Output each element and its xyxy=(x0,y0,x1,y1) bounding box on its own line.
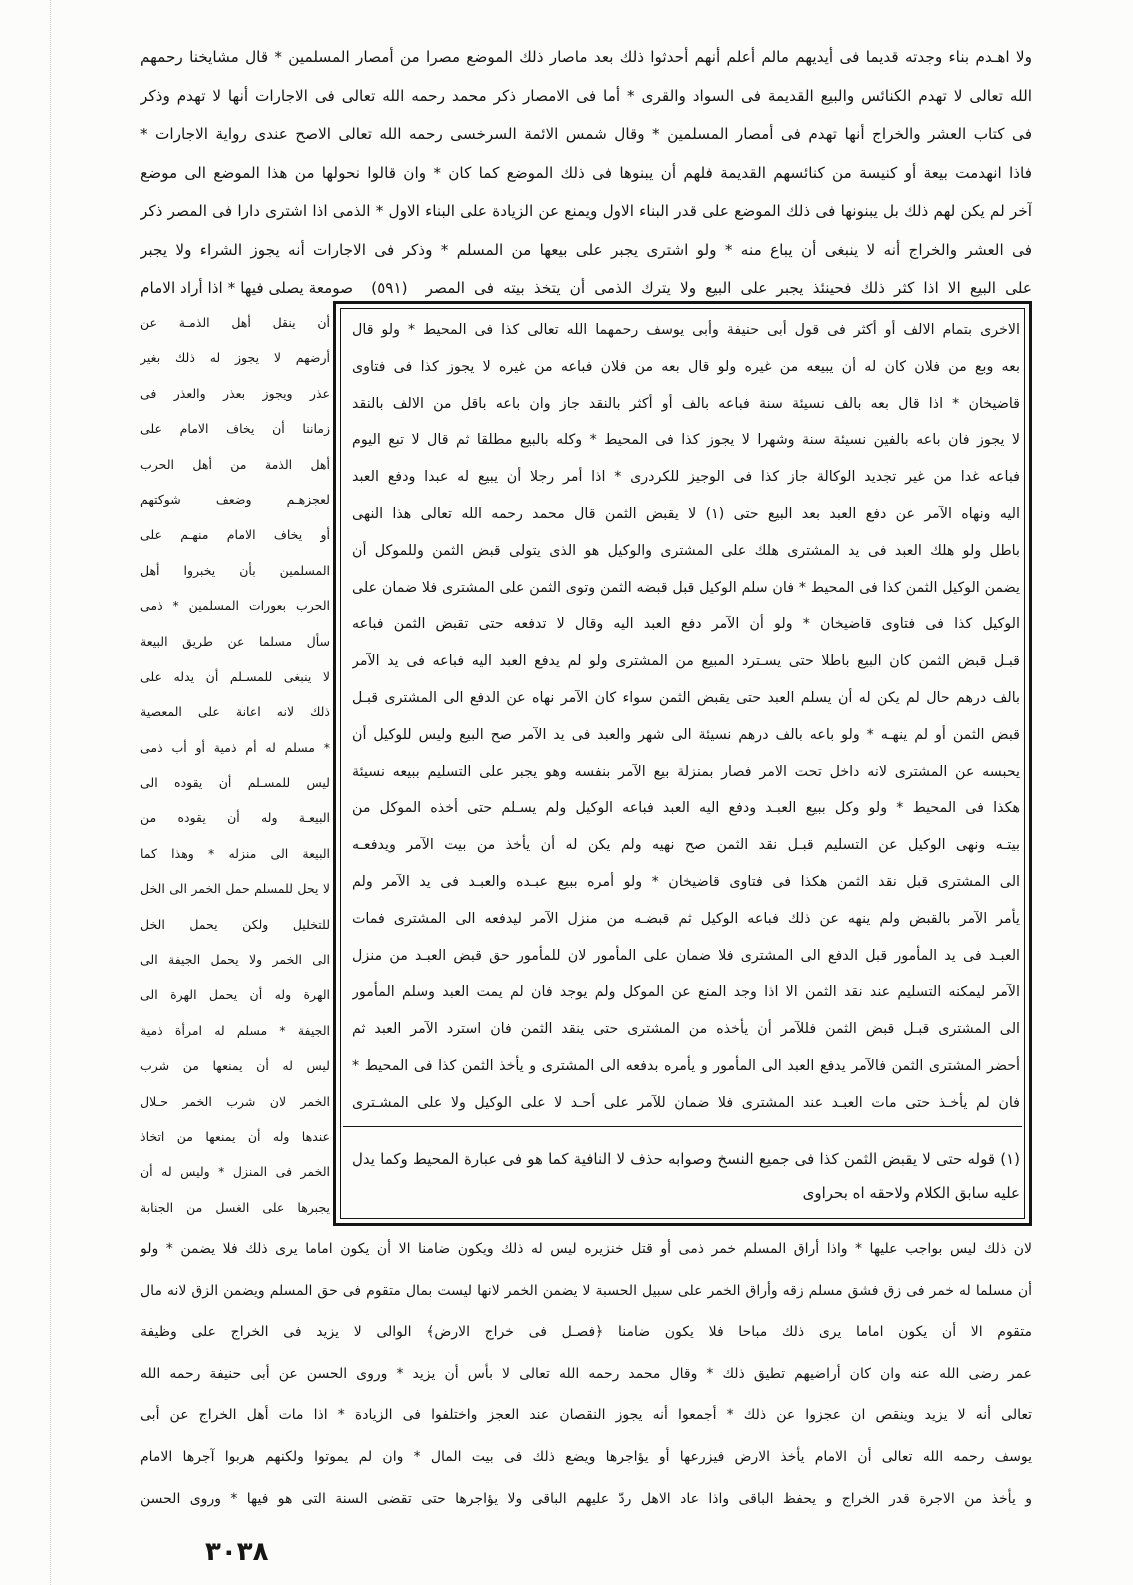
top-text-line: آخر لم يكن لهم ذلك بل يبنونها فى ذلك الموضع على قدر البناء الاول ويمنع عن الزيادة على البناء الاول * الذمى اذا اشترى دارا فى المصر ذكر xyxy=(140,202,1032,220)
side-column-line: ليس للمسـلم أن يقوده الى xyxy=(140,775,330,791)
side-column-line: المسلمين بأن يخبروا أهل xyxy=(140,562,330,578)
side-column-line: ذلك لانه اعانة على المعصية xyxy=(140,704,330,720)
side-column-line: لا ينبغى للمسـلم أن يدله على xyxy=(140,668,330,684)
side-column xyxy=(140,305,330,1225)
side-column-line: ليس له أن يمنعها من شرب xyxy=(140,1058,330,1074)
side-column-line: البيعة الى منزله * وهذا كما xyxy=(140,845,330,861)
side-column-line: الجيفة * مسلم له امرأة ذمية xyxy=(140,1022,330,1038)
box-text-line: أحضر المشترى الثمن فالآمر يدفع العبد الى المأمور و يأمره بدفعه الى المشترى و يأخذ الثمن كذا فى المحيط * xyxy=(352,1057,1020,1074)
box-text-line: بعه وبع من فلان كان له أن يبيعه من غيره ولو قال بعه من فلان فباعه من غيره لا يجوز كذا فى فتاوى xyxy=(352,358,1020,375)
scan-margin-line xyxy=(50,0,51,1585)
top-text-line: الله تعالى لا تهدم الكنائس والبيع القديمة فى السواد والقرى * أما فى الامصار ذكر محمد رحمه الله تعالى فى الاجارات أنها لا تهدم وذكر xyxy=(140,86,1032,105)
box-text-line: قبـل قبض الثمن كان البيع باطلا حتى يسـترد المبيع من المشترى ولو لم يدفع العبد اليه فباعه فى يد الآمر xyxy=(352,653,1020,670)
side-column-line: الى الخمر ولا يحمل الجيفة الى xyxy=(140,952,330,968)
top-text-line: فى العشر والخراج أنه لا ينبغى أن يباع منه * ولو اشترى يجبر على بيعها من المسلم * وذكر فى الاجارات أنه يجوز الشراء ولا يجبر xyxy=(140,240,1032,259)
side-column-line: عذر ويجوز بعذر والعذر فى xyxy=(140,385,330,401)
box-text-line: الى المشترى قبل نقد الثمن هكذا فى فتاوى قاضيخان * ولو أمره ببيع عبـده والعبـد فى يد الآمر ولم xyxy=(352,873,1020,890)
box-text-line: بالف درهم حال لم يكن له أن يسلم العبد حتى يقبض الثمن سواء كان الآمر نهاه عن الدفع الى المشترى قبـل xyxy=(352,689,1020,706)
page-number: (٥٩١) xyxy=(371,279,408,297)
text-after-page-number: صومعة يصلى فيها * اذا أراد الامام xyxy=(140,279,354,297)
side-column-line: البيعـة وله أن يقوده من xyxy=(140,810,330,826)
box-text-line: يضمن الوكيل الثمن كذا فى المحيط * فان سلم الوكيل قبل قبضه الثمن وتوى الثمن على المشترى فلا ضمان على xyxy=(352,579,1020,596)
bottom-text-line: يوسف رحمه الله تعالى أن الامام يأخذ الارض فيزرعها أو يؤاجرها ويضع ذلك فى بيت المال * وان لم يموتوا ولكنهم هربوا آجرها الامام xyxy=(140,1448,1032,1465)
side-column-line: الخمر فى المنزل * وليس له أن xyxy=(140,1164,330,1180)
side-column-line: سأل مسلما عن طريق البيعة xyxy=(140,633,330,649)
box-text-line: بيتـه ونهى الوكيل عن التسليم قبـل نقد الثمن صح نهيه ولم يكن له أن يأخذ من بيت الآمر ويدفعـه xyxy=(352,837,1020,854)
box-text-line: العبـد فى يد المأمور قبل الدفع الى المشترى فلا ضمان على المأمور لان للمأمور حق قبض العبـد من منزل xyxy=(352,947,1020,964)
side-column-line: عندها وله أن يمنعها من اتخاذ xyxy=(140,1128,330,1144)
top-text-line: فى كتاب العشر والخراج أنها تهدم فى أمصار المسلمين * وقال شمس الائمة السرخسى رحمه الله تعالى الاصح عندى رواية الاجارات * xyxy=(140,125,1032,143)
side-column-line: لعجزهـم وضعف شوكتهم xyxy=(140,491,330,507)
box-text-line: باطل ولو هلك العبد فى يد المشترى هلك على المشترى والوكيل هو الذى يتولى قبض الثمن وللموكل أن xyxy=(352,542,1020,559)
footnote-separator xyxy=(343,1126,1022,1127)
scan-serial-number: ٣٠٣٨ xyxy=(205,1537,269,1567)
side-column-line: أو يخاف الامام منهـم على xyxy=(140,527,330,543)
top-text-line: ولا اهـدم بناء وجدته قديما فى أيديهم مالم أعلم أنهم أحدثوا ذلك بعد ماصار ذلك الموضع مصرا من أمصار المسلمين * قال مشايخنا رحمهم xyxy=(140,48,1032,66)
footnote xyxy=(352,1142,1020,1210)
box-text-line: قبض الثمن أو لم ينهـه * ولو باعه بالف درهم نسيئة الى شهر والعبد فى يد الآمر صح البيع وليس للوكيل أن xyxy=(352,726,1020,743)
bottom-text-line: أن مسلما له خمر فى زق فشق مسلم زقه وأراق الخمر على سبيل الحسبة لا يضمن الخمر لانها ليست بمال متقوم فى حق المسلم ويضمن الزق لانه مال xyxy=(140,1282,1032,1299)
side-column-line: يجبرها على الغسل من الجنابة xyxy=(140,1199,330,1215)
bottom-text-line: لان ذلك ليس بواجب عليها * واذا أراق المسلم خمر ذمى أو قتل خنزيره ليس له ذلك ويكون ضامنا الا أن يكون اماما يرى ذلك فلا يضمن * ولو xyxy=(140,1241,1032,1257)
box-text-line: الوكيل كذا فى فتاوى قاضيخان * ولو أن الآمر دفع العبد اليه وقال لا تدفعه حتى تقبض الثمن فباعه xyxy=(352,616,1020,633)
box-text-line: اليه ونهاه الآمر عن دفع العبد بعد البيع حتى (١) لا يقبض الثمن قال محمد رحمه الله تعالى هذا النهى xyxy=(352,505,1020,522)
box-text-line: الى المشترى قبـل قبض الثمن فللآمر أن يأخذه من المشترى حتى ينقد الثمن فان استرد الآمر العبد ثم xyxy=(352,1021,1020,1038)
side-column-line: زماننا أن يخاف الامام على xyxy=(140,421,330,437)
box-text-line: لا يجوز فان باعه بالفين نسيئة سنة وشهرا لا يجوز كذا فى المحيط * وكله بالبيع مطلقا ثم قال لا تبع اليوم xyxy=(352,432,1020,449)
box-text-line: يحبسه عن المشترى لانه داخل تحت الامر فصار بمنزلة بيع الآمر بنفسه وهو يجبر على التسليم ببيعه نسيئة xyxy=(352,763,1020,780)
side-column-line: لا يحل للمسلم حمل الخمر الى الخل xyxy=(140,881,330,897)
footnote-line: عليه سابق الكلام ولاحقه اه بحراوى xyxy=(802,1184,1020,1202)
side-column-line: للتخليل ولكن يحمل الخل xyxy=(140,916,330,932)
box-text-line: يأمر الآمر بالقبض ولم ينهه عن ذلك فباعه الوكيل ثم قبضـه من منزل الآمر ليدفعه الى المشترى فمات xyxy=(352,910,1020,927)
side-column-line: * مسلم له أم ذمية أو أب ذمى xyxy=(140,739,330,755)
box-text-line: فان لم يأخـذ حتى مات العبـد عند المشترى فلا ضمان للآمر على أحـد لا على الوكيل ولا على المشـترى xyxy=(352,1094,1020,1111)
footnote-line: (١) قوله حتى لا يقبض الثمن كذا فى جميع النسخ وصوابه حذف لا النافية كما هو فى عبارة المحيط وكما يدل xyxy=(352,1150,1020,1168)
side-column-line: أرضهم لا يجوز له ذلك بغير xyxy=(140,350,330,366)
side-column-line: أن ينقل أهل الذمـة عن xyxy=(140,315,330,330)
side-column-line: الحرب بعورات المسلمين * ذمى xyxy=(140,598,330,614)
box-text-line: الآمر ليمكنه التسليم عند نقد الثمن الا اذا وجد المنع عن الموكل ولم يوجد فان لم يمت العبد وسلم المأمور xyxy=(352,984,1020,1001)
box-text-line: قاضيخان * اذا قال بعه بالف نسيئة سنة فباعه بالف أو أكثر بالنقد جاز وان باعه باقل من الالف بالنقد xyxy=(352,395,1020,412)
top-text-block xyxy=(140,38,1032,308)
bottom-text-line: متقوم الا أن يكون اماما يرى ذلك مباحا فلا يكون ضامنا ﴿فصـل فى خراج الارض﴾ الوالى لا يزيد فى الخراج على وظيفة xyxy=(140,1324,1032,1341)
side-column-line: أهل الذمة من أهل الحرب xyxy=(140,456,330,472)
side-column-line: الخمر لان شرب الخمر حـلال xyxy=(140,1093,330,1109)
bottom-text-line: عمر رضى الله عنه وان كان أراضيهم تطيق ذلك * وقال محمد رحمه الله تعالى لا بأس أن يزيد * وروى الحسن عن أبى حنيفة رحمه الله xyxy=(140,1365,1032,1382)
text-before-page-number: على البيع الا اذا كثر ذلك فحينئذ يجبر على البيع ولا يترك الذمى أن يتخذ بيته فى المصر xyxy=(425,279,1032,297)
box-text-line: فباعه غدا من غير تجديد الوكالة جاز كذا فى الوجيز للكردرى * اذا أمر رجلا أن يبيع له عبدا ودفع العبد xyxy=(352,469,1020,486)
box-text-line: هكذا فى المحيط * ولو وكل ببيع العبـد ودفع اليه العبد فباعه الوكيل ولم يسـلم حتى أخذه الموكل من xyxy=(352,800,1020,817)
boxed-text xyxy=(352,312,1020,1122)
side-column-line: الهرة وله أن يحمل الهرة الى xyxy=(140,987,330,1003)
bottom-text-line: و يأخذ من الاجرة قدر الخراج و يحفظ الباقى واذا عاد الاهل ردّ عليهم الباقى ولا يؤاجرها حتى تقضى السنة التى هو فيها * وروى الحسن xyxy=(140,1490,1032,1507)
bottom-text-block xyxy=(140,1229,1032,1520)
top-text-line: فاذا انهدمت بيعة أو كنيسة من كنائسهم القديمة فلهم أن يبنوها فى ذلك الموضع كما كان * وان قالوا نحولها من هذا الموضع الى موضع xyxy=(140,163,1032,182)
box-text-line: الاخرى بتمام الالف أو أكثر فى قول أبى حنيفة وأبى يوسف رحمهما الله تعالى كذا فى المحيط * ولو قال xyxy=(352,322,1020,338)
bottom-text-line: تعالى أنه لا يزيد وينقص ان عجزوا عن ذلك * أجمعوا أنه يجوز النقصان عند العجز واختلفوا فى الزيادة * اذا مات أهل الخراج عن أبى xyxy=(140,1407,1032,1424)
